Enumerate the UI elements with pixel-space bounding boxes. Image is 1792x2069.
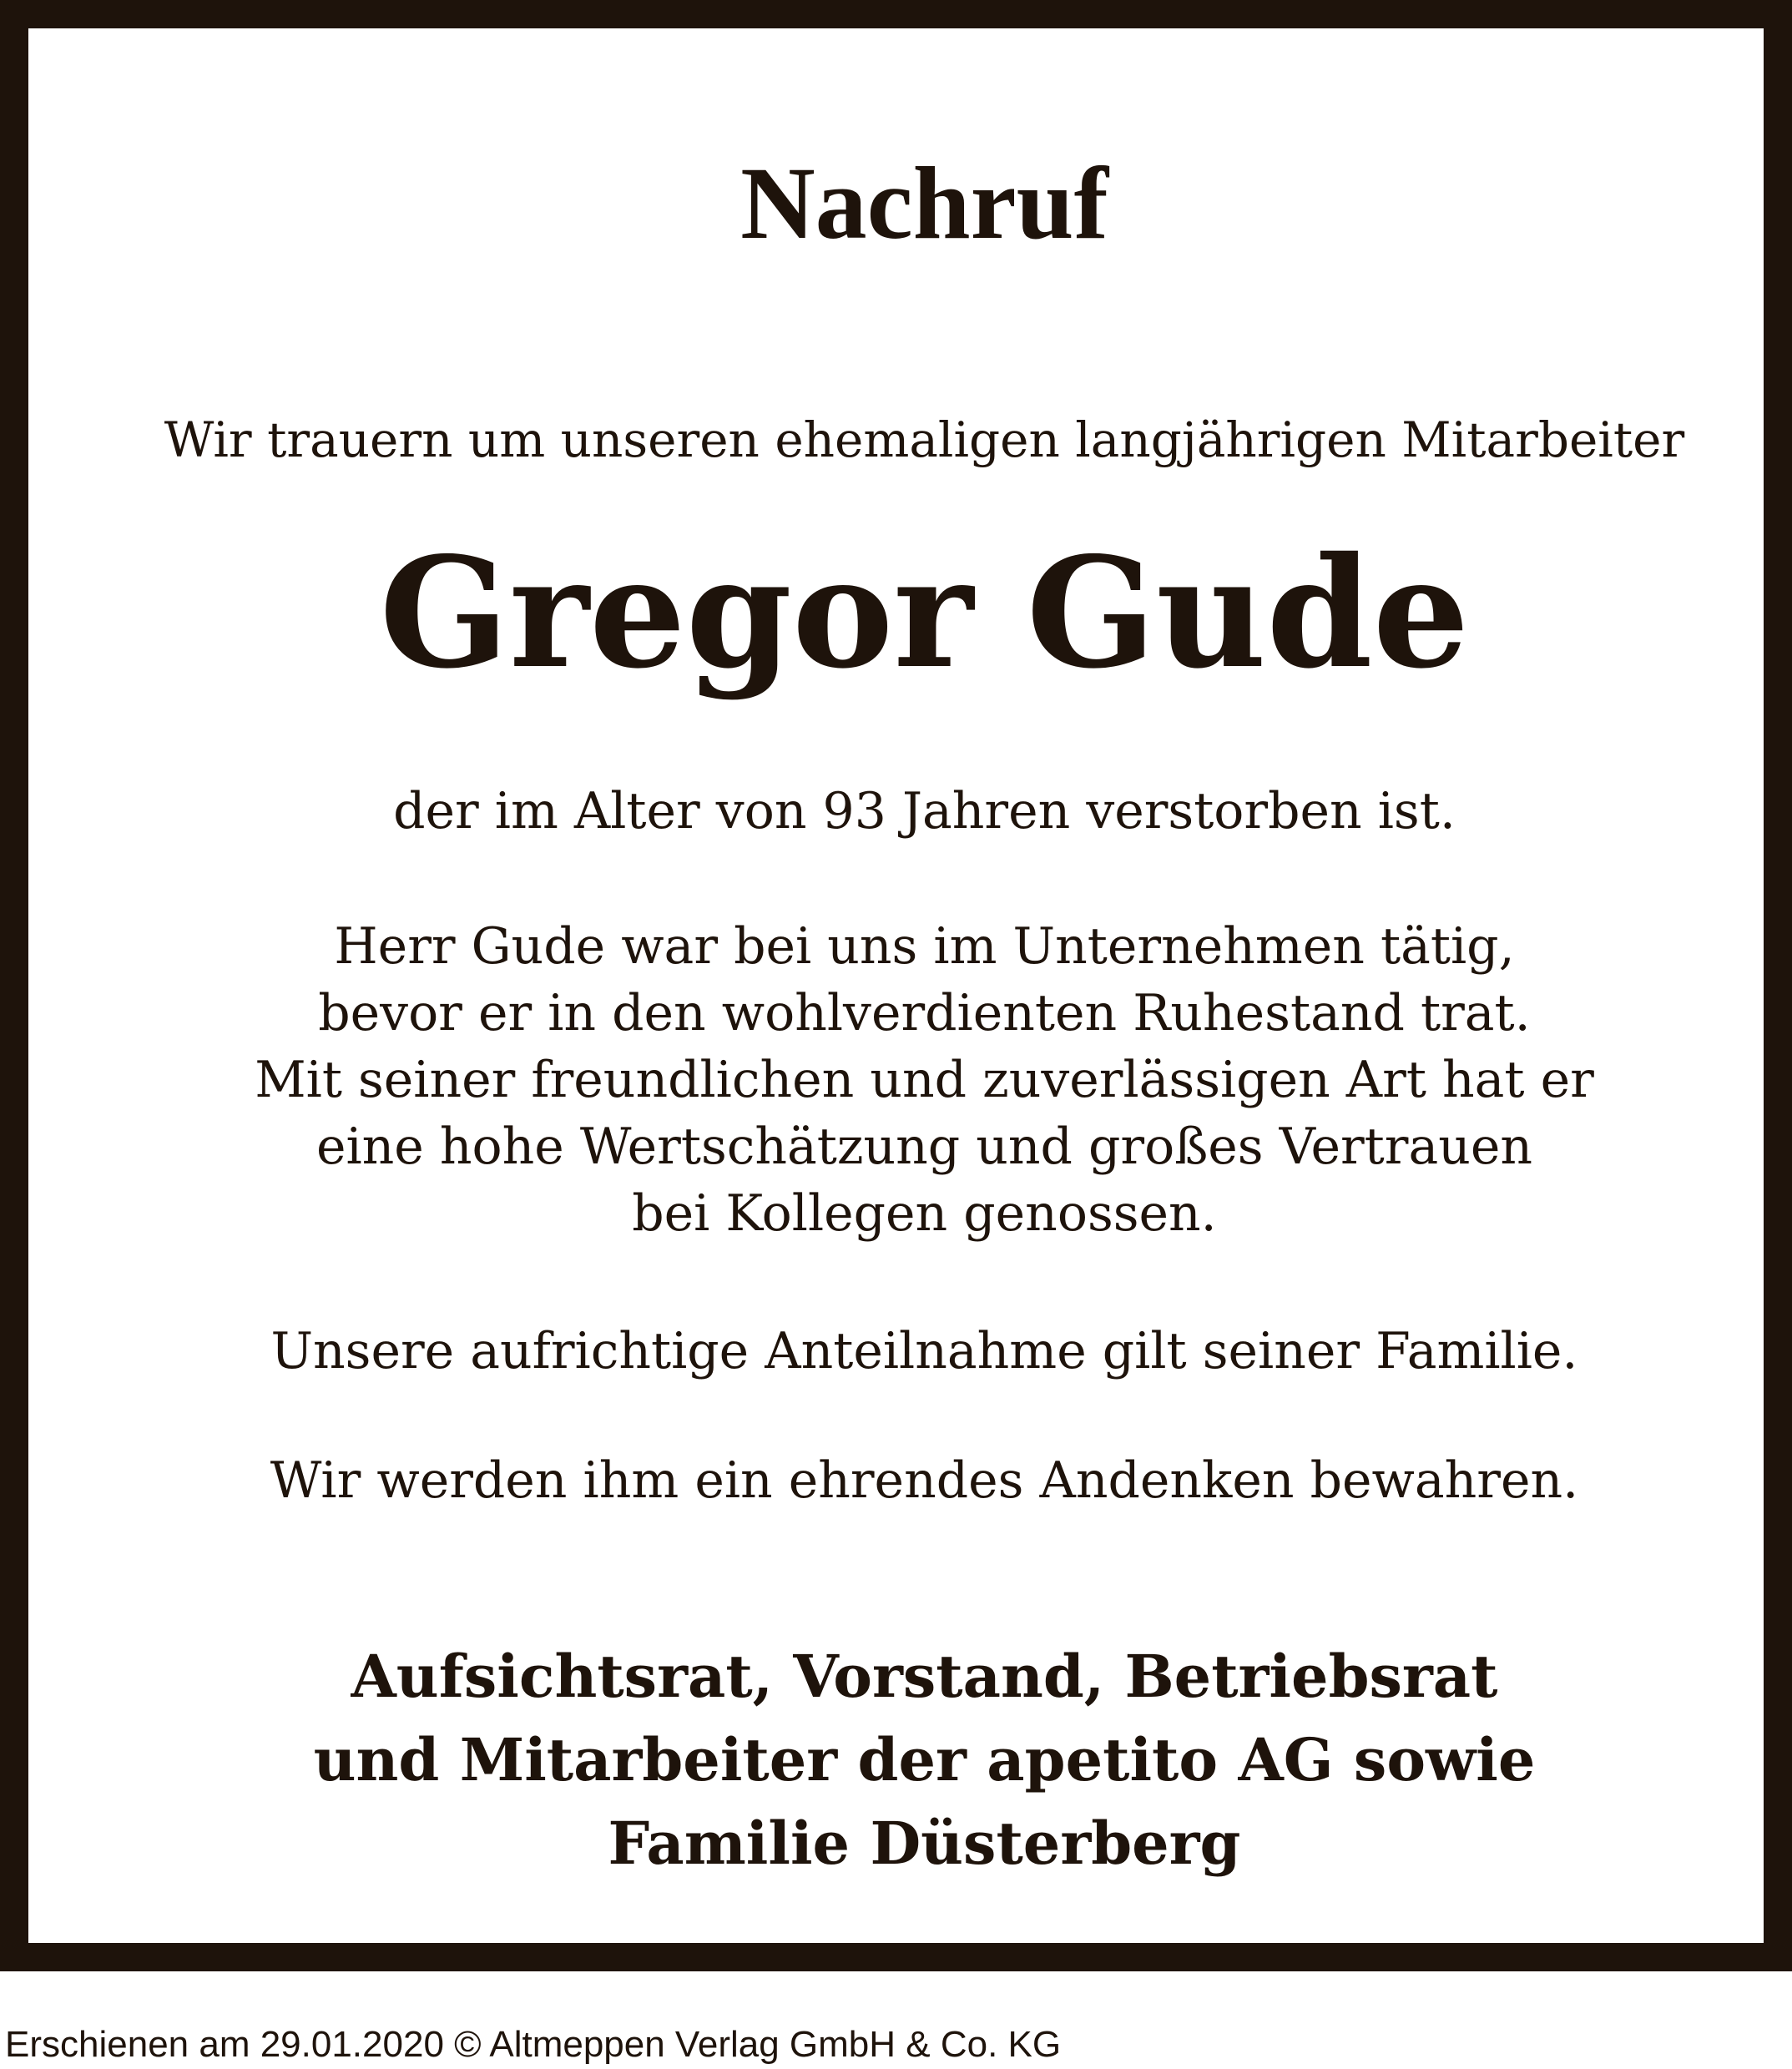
publication-note: Erschienen am 29.01.2020 © Altmeppen Verlag GmbH & Co. KG <box>5 2024 1062 2065</box>
condolence-text: Unsere aufrichtige Anteilnahme gilt seiner Familie. <box>270 1322 1578 1380</box>
age-text: der im Alter von 93 Jahren verstorben ist. <box>393 782 1456 840</box>
tribute-line: bevor er in den wohlverdienten Ruhestand trat. <box>318 984 1531 1042</box>
page-title: Nachruf <box>740 146 1108 260</box>
signature-line: Familie Düsterberg <box>608 1809 1241 1878</box>
signature-block <box>28 1635 1792 1885</box>
intro-text: Wir trauern um unseren ehemaligen langjährigen Mitarbeiter <box>164 411 1685 468</box>
signature-line: Aufsichtsrat, Vorstand, Betriebsrat <box>351 1642 1498 1711</box>
tribute-line: Herr Gude war bei uns im Unternehmen tätig, <box>334 917 1515 976</box>
tribute-line: eine hohe Wertschätzung und großes Vertrauen <box>315 1118 1533 1176</box>
tribute-paragraph <box>28 913 1792 1247</box>
tribute-line: Mit seiner freundlichen und zuverlässigen Art hat er <box>255 1051 1594 1109</box>
deceased-name: Gregor Gude <box>379 523 1470 702</box>
tribute-line: bei Kollegen genossen. <box>632 1184 1217 1243</box>
signature-line: und Mitarbeiter der apetito AG sowie <box>313 1725 1536 1794</box>
remembrance-text: Wir werden ihm ein ehrendes Andenken bewahren. <box>270 1451 1579 1510</box>
